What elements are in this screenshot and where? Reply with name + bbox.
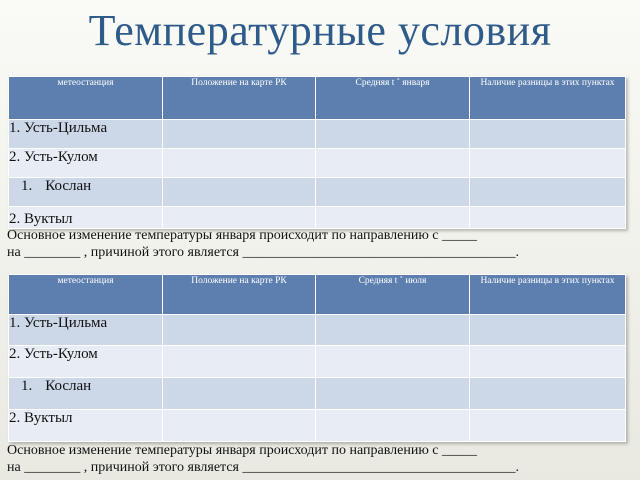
row-number: 2. — [9, 346, 21, 362]
difference-cell[interactable] — [470, 346, 626, 378]
row-number: 2. — [9, 211, 21, 227]
row-number: 2. — [9, 410, 21, 426]
station-name: Усть-Цильма — [24, 120, 108, 136]
station-name: Кослан — [45, 178, 92, 194]
station-cell — [9, 149, 163, 178]
july-table — [8, 274, 626, 442]
station-cell — [9, 178, 163, 207]
table-row — [9, 149, 626, 178]
table-header-row — [9, 275, 626, 315]
table-row — [9, 207, 626, 229]
difference-cell[interactable] — [470, 120, 626, 149]
station-name: Вуктыл — [24, 410, 73, 426]
header-avg-temp: Средняя t ˚ января — [316, 77, 470, 120]
station-cell — [9, 315, 163, 346]
map-position-cell[interactable] — [163, 410, 316, 442]
table-row — [9, 346, 626, 378]
header-avg-temp: Средняя t ˚ июля — [316, 275, 470, 315]
row-number: 1. — [9, 315, 21, 331]
map-position-cell[interactable] — [163, 120, 316, 149]
station-name: Усть-Кулом — [24, 346, 98, 362]
note-line-2: на ________ , причиной этого является _______________________________________. — [7, 245, 519, 260]
row-number: 1. — [21, 378, 33, 394]
table-row — [9, 178, 626, 207]
header-map-position: Положение на карте РК — [163, 275, 316, 315]
map-position-cell[interactable] — [163, 315, 316, 346]
row-number: 1. — [9, 120, 21, 136]
header-map-position: Положение на карте РК — [163, 77, 316, 120]
difference-cell[interactable] — [470, 410, 626, 442]
avg-temp-cell[interactable] — [316, 207, 470, 229]
difference-cell[interactable] — [470, 207, 626, 229]
station-cell — [9, 346, 163, 378]
station-cell — [9, 378, 163, 410]
map-position-cell[interactable] — [163, 346, 316, 378]
avg-temp-cell[interactable] — [316, 346, 470, 378]
map-position-cell[interactable] — [163, 207, 316, 229]
conclusion-note — [7, 227, 637, 261]
table-row — [9, 378, 626, 410]
table-row — [9, 120, 626, 149]
station-cell — [9, 410, 163, 442]
map-position-cell[interactable] — [163, 378, 316, 410]
table-row — [9, 410, 626, 442]
slide-title: Температурные условия — [88, 6, 552, 55]
header-station: метеостанция — [9, 77, 163, 120]
station-name: Усть-Цильма — [24, 315, 108, 331]
map-position-cell[interactable] — [163, 149, 316, 178]
station-cell — [9, 120, 163, 149]
avg-temp-cell[interactable] — [316, 178, 470, 207]
avg-temp-cell[interactable] — [316, 410, 470, 442]
note-line-1: Основное изменение температуры января происходит по направлению с _____ — [7, 228, 478, 243]
header-difference: Наличие разницы в этих пунктах — [470, 77, 626, 120]
note-line-1: Основное изменение температуры января происходит по направлению с _____ — [7, 443, 478, 458]
table-row — [9, 315, 626, 346]
table-header-row — [9, 77, 626, 120]
station-name: Кослан — [45, 378, 92, 394]
station-cell — [9, 207, 163, 229]
station-name: Усть-Кулом — [24, 149, 98, 165]
row-number: 2. — [9, 149, 21, 165]
avg-temp-cell[interactable] — [316, 149, 470, 178]
conclusion-note — [7, 442, 637, 476]
difference-cell[interactable] — [470, 378, 626, 410]
station-name: Вуктыл — [24, 211, 73, 227]
header-difference: Наличие разницы в этих пунктах — [470, 275, 626, 315]
avg-temp-cell[interactable] — [316, 315, 470, 346]
header-station: метеостанция — [9, 275, 163, 315]
avg-temp-cell[interactable] — [316, 120, 470, 149]
map-position-cell[interactable] — [163, 178, 316, 207]
january-table — [8, 76, 626, 229]
difference-cell[interactable] — [470, 149, 626, 178]
difference-cell[interactable] — [470, 315, 626, 346]
note-line-2: на ________ , причиной этого является _______________________________________. — [7, 460, 519, 475]
row-number: 1. — [21, 178, 33, 194]
difference-cell[interactable] — [470, 178, 626, 207]
avg-temp-cell[interactable] — [316, 378, 470, 410]
